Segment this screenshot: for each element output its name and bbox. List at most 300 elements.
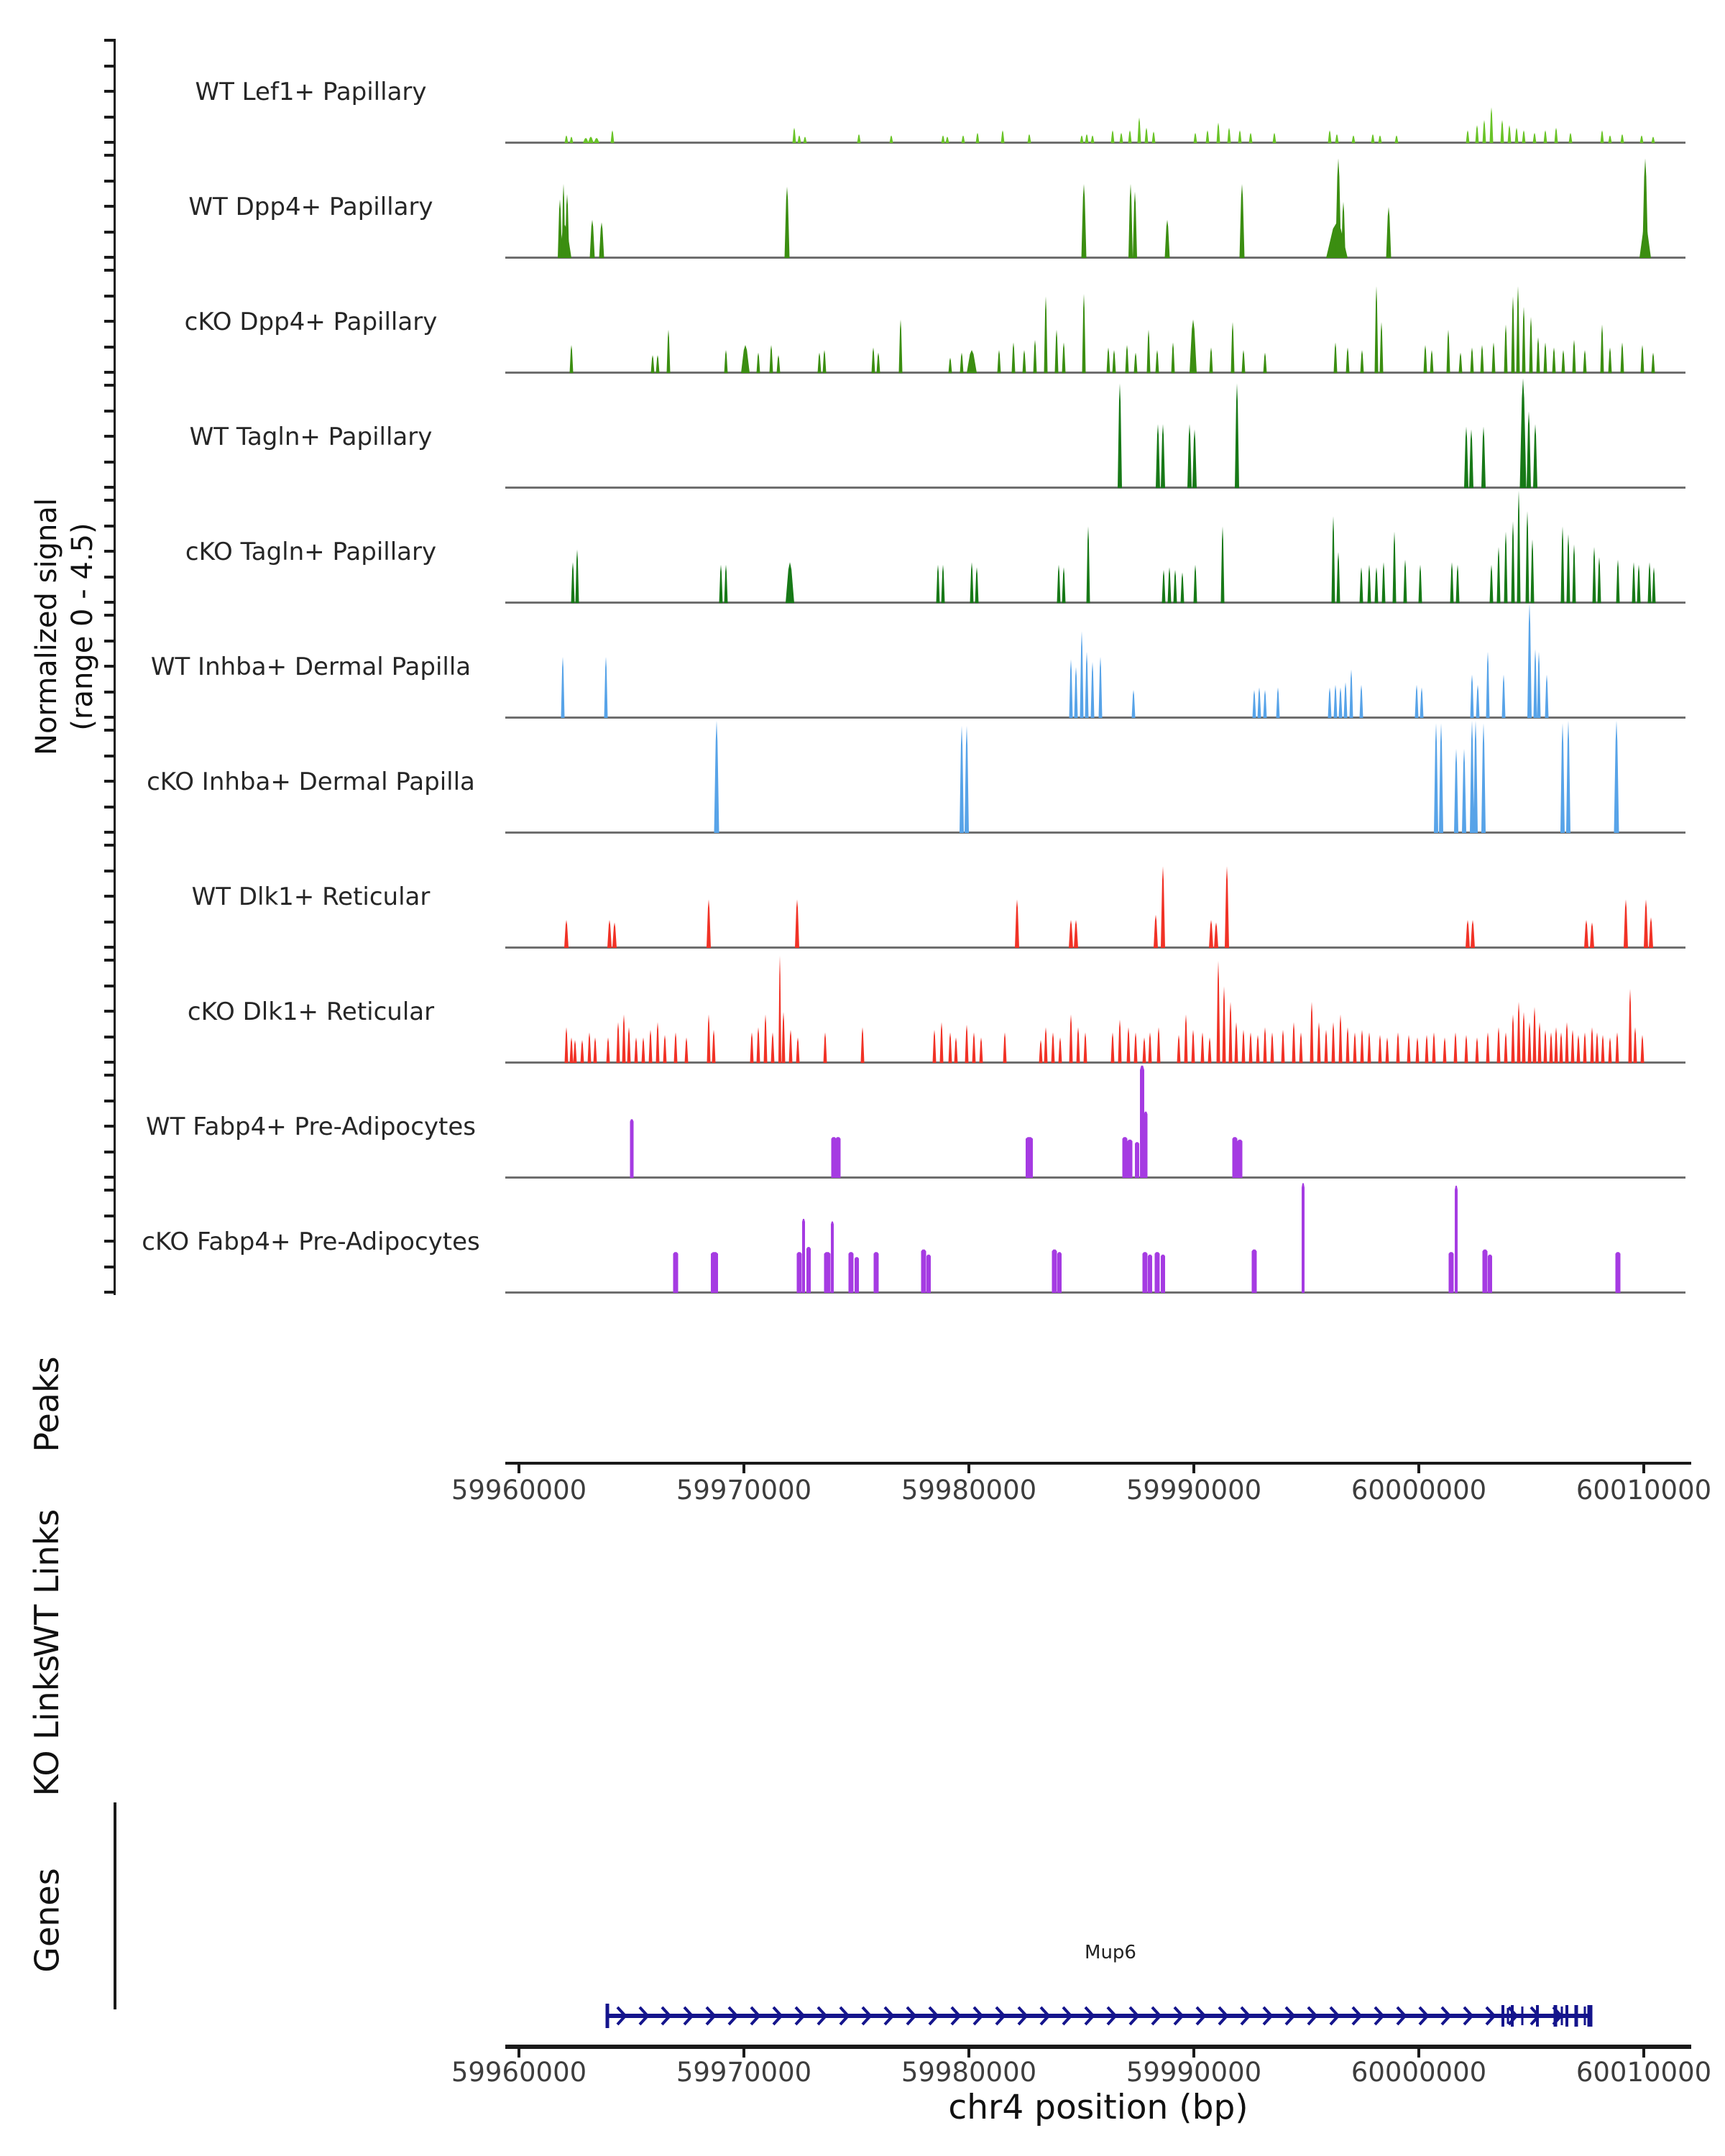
signal-peak (1344, 682, 1348, 718)
signal-peak (1003, 1032, 1007, 1063)
signal-peak (1209, 920, 1213, 948)
signal-peak (1466, 130, 1470, 143)
track-signal (507, 603, 1685, 718)
signal-peak (1538, 1022, 1542, 1063)
signal-peak (1328, 687, 1332, 718)
signal-peak (1573, 544, 1576, 603)
signal-peak (1120, 133, 1123, 143)
ruler-tick (104, 1189, 115, 1192)
signal-peak (1616, 1032, 1619, 1063)
signal-peak (1080, 135, 1084, 143)
signal-peak (1253, 690, 1256, 718)
signal-peak (926, 1255, 931, 1293)
signal-peak (1449, 1252, 1454, 1293)
signal-peak (1424, 345, 1427, 373)
signal-peak (1407, 1035, 1411, 1063)
signal-peak (617, 1022, 620, 1063)
signal-peak (1143, 1038, 1146, 1064)
signal-peak (594, 1038, 597, 1064)
signal-peak (757, 1027, 760, 1063)
ruler-tick (104, 1125, 115, 1128)
signal-peak (1533, 133, 1537, 143)
signal-peak (1517, 1002, 1521, 1063)
signal-peak (1601, 325, 1604, 373)
signal-peak (1126, 345, 1129, 373)
signal-peak (1192, 1030, 1195, 1063)
axis-tick-label: 59960000 (451, 2057, 587, 2088)
ruler-tick (104, 154, 115, 157)
signal-peak (1133, 192, 1137, 258)
gene-exon (1588, 2005, 1593, 2027)
signal-peak (1128, 1140, 1133, 1178)
signal-peak (1447, 330, 1450, 373)
y-axis-label-line1: Normalized signal (30, 498, 63, 755)
signal-peak (1515, 128, 1519, 143)
signal-peak (1454, 1032, 1458, 1063)
signal-peak (975, 567, 979, 603)
ruler-tick (104, 870, 115, 872)
signal-peak (1302, 1183, 1305, 1293)
y-axis-label (29, 483, 101, 770)
ruler-tick (104, 461, 115, 464)
gene-exon (1511, 2005, 1514, 2027)
signal-peak (558, 199, 562, 258)
signal-peak (1483, 1250, 1488, 1293)
signal-peak (1113, 350, 1116, 373)
ruler-tick (104, 729, 115, 732)
ruler-tick (104, 1036, 115, 1038)
signal-peak (1271, 1032, 1274, 1063)
peaks-axis-line (505, 1462, 1691, 1465)
track-signal (507, 1063, 1685, 1178)
signal-peak (1455, 1186, 1458, 1293)
signal-peak (1062, 342, 1066, 373)
axis-tick-label: 59970000 (676, 2057, 812, 2088)
signal-peak (1148, 1255, 1152, 1293)
signal-peak (1512, 521, 1515, 603)
signal-peak (1229, 1002, 1233, 1063)
ruler-tick (104, 946, 115, 949)
signal-peak (1614, 721, 1619, 833)
signal-peak (1317, 1022, 1321, 1063)
signal-peak (823, 350, 827, 373)
signal-peak (1593, 547, 1596, 603)
signal-peak (1537, 652, 1541, 718)
signal-peak (562, 184, 566, 258)
signal-peak (1282, 1030, 1285, 1063)
ruler-tick (104, 295, 115, 298)
signal-peak (1214, 923, 1218, 949)
signal-peak (1339, 687, 1343, 718)
signal-peak (1075, 667, 1078, 718)
signal-peak (588, 137, 594, 143)
axis-tick (1192, 1465, 1195, 1473)
signal-peak (1107, 348, 1110, 374)
signal-peak (824, 1032, 827, 1063)
gene-exon (1501, 2005, 1504, 2027)
signal-peak (1555, 1027, 1558, 1063)
signal-peak (1566, 721, 1570, 833)
signal-peak (1596, 1032, 1599, 1063)
signal-peak (1486, 1032, 1490, 1063)
signal-peak (1015, 900, 1019, 948)
signal-peak (612, 923, 617, 949)
signal-peak (1055, 330, 1059, 373)
track-signal (507, 948, 1685, 1063)
y-axis-label-line2: (range 0 - 4.5) (66, 522, 99, 731)
ruler-tick (104, 1010, 115, 1013)
signal-peak (1157, 1027, 1161, 1063)
signal-peak (764, 1015, 768, 1063)
signal-peak (1335, 159, 1341, 258)
signal-peak (1504, 532, 1508, 603)
signal-peak (1070, 659, 1073, 718)
signal-peak (599, 222, 604, 258)
track-label: WT Lef1+ Papillary (195, 78, 427, 106)
signal-peak (1332, 516, 1335, 603)
ruler-tick (104, 65, 115, 68)
signal-peak (1531, 539, 1535, 603)
signal-peak (1361, 1030, 1364, 1063)
signal-peak (770, 345, 773, 373)
signal-peak (656, 1022, 660, 1063)
signal-peak (1080, 631, 1084, 718)
signal-peak (1181, 572, 1184, 603)
signal-peak (712, 1030, 716, 1063)
signal-peak (890, 135, 893, 143)
signal-peak (1111, 1032, 1115, 1063)
signal-peak (1520, 378, 1527, 488)
signal-peak (604, 657, 608, 718)
signal-peak (1023, 350, 1026, 373)
signal-peak (1544, 342, 1547, 373)
signal-peak (1152, 132, 1156, 143)
signal-peak (1194, 565, 1197, 603)
track-label: WT Inhba+ Dermal Papilla (150, 653, 472, 681)
gene-model-mup6 (505, 1991, 1691, 2042)
signal-peak (796, 1038, 800, 1064)
signal-peak (1380, 322, 1384, 373)
signal-peak (1368, 565, 1371, 603)
axis-tick-label: 59980000 (901, 2057, 1037, 2088)
signal-peak (1555, 128, 1558, 143)
track-label: cKO Fabp4+ Pre-Adipocytes (142, 1227, 480, 1256)
ruler-tick (104, 116, 115, 119)
signal-peak (1346, 1027, 1350, 1063)
signal-peak (1091, 662, 1095, 718)
signal-peak (1652, 567, 1656, 603)
signal-peak (1223, 987, 1226, 1064)
signal-peak (1419, 565, 1422, 603)
signal-peak (899, 319, 903, 373)
signal-peak (960, 353, 964, 373)
signal-peak (574, 1040, 577, 1063)
signal-peak (1235, 1022, 1238, 1063)
ruler-tick (104, 231, 115, 234)
signal-peak (1128, 130, 1132, 143)
signal-peak (1225, 866, 1229, 948)
signal-peak (594, 138, 599, 143)
signal-peak (1609, 135, 1612, 143)
signal-peak (1483, 120, 1486, 143)
signal-peak (741, 345, 750, 373)
signal-peak (1652, 353, 1655, 373)
ruler-tick (104, 550, 115, 553)
signal-peak (1217, 961, 1220, 1063)
ruler-tick (104, 1100, 115, 1102)
signal-peak (707, 1015, 711, 1063)
signal-peak (1144, 1112, 1148, 1178)
track-label: WT Tagln+ Papillary (189, 423, 433, 451)
ruler-tick (104, 806, 115, 808)
signal-peak (714, 721, 719, 833)
signal-peak (1145, 128, 1149, 143)
signal-peak (1138, 118, 1141, 144)
track-signal (507, 488, 1685, 603)
signal-peak (1156, 424, 1160, 488)
signal-peak (1642, 159, 1648, 258)
signal-peak (1450, 562, 1454, 603)
signal-peak (1573, 340, 1576, 373)
signal-peak (1621, 134, 1624, 143)
signal-peak (1544, 130, 1547, 143)
signal-peak (1533, 1007, 1537, 1063)
signal-peak (1156, 350, 1159, 373)
signal-peak (1490, 107, 1494, 143)
signal-peak (857, 134, 861, 143)
signal-peak (1501, 120, 1504, 143)
signal-peak (1177, 1035, 1181, 1063)
signal-peak (1174, 570, 1177, 603)
signal-peak (1111, 130, 1115, 143)
signal-peak (1192, 429, 1197, 488)
track-signal (507, 1178, 1685, 1293)
signal-peak (1057, 1252, 1062, 1293)
signal-peak (1497, 547, 1501, 603)
signal-peak (1425, 1035, 1429, 1063)
signal-peak (972, 1032, 976, 1063)
signal-peak (771, 1032, 775, 1063)
signal-peak (1360, 685, 1363, 718)
signal-peak (1026, 1137, 1033, 1178)
signal-peak (1264, 690, 1267, 718)
signal-peak (1231, 322, 1235, 373)
signal-peak (1526, 511, 1530, 603)
axis-tick-label: 60010000 (1576, 1475, 1712, 1506)
signal-peak (1332, 1022, 1335, 1063)
axis-tick (518, 1465, 520, 1473)
signal-peak (583, 138, 589, 143)
ruler-tick (104, 1176, 115, 1179)
signal-peak (1228, 128, 1231, 143)
signal-peak (1194, 133, 1197, 143)
signal-peak (1052, 1032, 1055, 1063)
signal-peak (1459, 353, 1463, 373)
signal-peak (1375, 567, 1379, 603)
signal-peak (1616, 1252, 1621, 1293)
signal-peak (1473, 721, 1478, 833)
ruler-tick (104, 959, 115, 962)
signal-peak (1082, 184, 1087, 258)
signal-peak (1221, 527, 1225, 604)
signal-peak (1420, 687, 1424, 718)
signal-peak (1527, 603, 1532, 718)
signal-peak (1240, 184, 1245, 258)
signal-peak (1334, 342, 1338, 373)
signal-peak (960, 726, 964, 833)
signal-peak (1052, 1250, 1057, 1293)
signal-peak (1233, 1137, 1238, 1178)
gene-exon (1554, 2005, 1558, 2027)
ruler-tick (104, 691, 115, 694)
signal-peak (937, 565, 940, 603)
signal-peak (1001, 130, 1005, 143)
signal-peak (1118, 383, 1122, 488)
signal-peak (1062, 567, 1066, 603)
gene-exon (1522, 2007, 1524, 2025)
signal-peak (1517, 286, 1520, 373)
signal-peak (949, 358, 952, 373)
signal-peak (1439, 723, 1443, 833)
axis-tick-label: 59990000 (1126, 1475, 1262, 1506)
ruler-tick (104, 90, 115, 93)
signal-peak (824, 1252, 831, 1293)
track-signal (507, 258, 1685, 373)
signal-peak (786, 562, 794, 603)
signal-peak (1552, 348, 1556, 374)
ruler-tick (104, 614, 115, 617)
signal-peak (757, 353, 760, 373)
axis-tick-label: 59980000 (901, 1475, 1037, 1506)
signal-peak (1238, 1140, 1243, 1178)
signal-peak (627, 1027, 631, 1063)
signal-peak (980, 1038, 983, 1064)
ruler-tick (104, 1061, 115, 1064)
signal-peak (1074, 920, 1078, 948)
gene-exon (606, 2004, 610, 2028)
signal-peak (1382, 562, 1386, 603)
signal-peak (1264, 353, 1267, 373)
ruler-tick (104, 640, 115, 642)
signal-peak (622, 1015, 626, 1063)
signal-peak (1481, 723, 1486, 833)
axis-tick-label: 60000000 (1351, 1475, 1487, 1506)
signal-peak (1395, 135, 1399, 143)
ruler-tick (104, 921, 115, 923)
signal-peak (1256, 1035, 1260, 1063)
signal-peak (795, 900, 799, 948)
signal-peak (1537, 337, 1540, 373)
ruler-tick (104, 1151, 115, 1153)
signal-peak (954, 1038, 958, 1064)
track-signal (507, 143, 1685, 258)
signal-peak (874, 1252, 879, 1293)
signal-peak (1517, 491, 1521, 603)
ruler-tick (104, 205, 115, 208)
signal-peak (1371, 134, 1375, 143)
ruler-tick (104, 384, 115, 387)
signal-peak (1466, 920, 1470, 948)
gene-exon (1536, 2005, 1539, 2027)
signal-peak (1601, 1035, 1605, 1063)
signal-peak (1128, 184, 1133, 258)
signal-peak (1550, 1032, 1553, 1063)
gene-exon (1584, 2007, 1586, 2025)
gene-exon (1561, 2007, 1563, 2025)
signal-peak (1341, 202, 1346, 258)
signal-peak (1648, 562, 1652, 603)
signal-peak (1184, 1015, 1188, 1063)
signal-peak (1512, 297, 1515, 374)
signal-peak (798, 135, 801, 143)
section-label-wt-links: WT Links (27, 1508, 66, 1658)
signal-peak (1168, 567, 1172, 603)
signal-peak (1039, 1040, 1043, 1063)
signal-peak (1339, 1015, 1343, 1063)
signal-peak (1601, 130, 1604, 143)
signal-peak (1162, 570, 1166, 603)
signal-peak (1456, 565, 1460, 603)
signal-peak (1276, 687, 1280, 718)
signal-peak (685, 1038, 689, 1064)
track-signal (507, 373, 1685, 488)
signal-peak (1206, 130, 1210, 143)
signal-peak (1590, 923, 1594, 949)
signal-peak (933, 1030, 937, 1063)
gene-body-line (607, 2014, 1590, 2018)
signal-peak (1044, 1027, 1048, 1063)
gene-exon (1575, 2005, 1578, 2027)
signal-peak (1616, 560, 1620, 603)
signal-peak (570, 1038, 574, 1064)
signal-peak (1545, 675, 1549, 718)
signal-peak (1591, 1027, 1594, 1063)
signal-peak (1123, 1137, 1128, 1178)
signal-peak (1527, 412, 1531, 489)
section-label-ko-links: KO Links (27, 1654, 66, 1797)
track-label: WT Fabp4+ Pre-Adipocytes (146, 1112, 476, 1141)
signal-peak (1641, 345, 1644, 373)
signal-peak (1471, 348, 1474, 374)
signal-peak (1235, 383, 1239, 488)
signal-peak (1386, 207, 1392, 258)
signal-peak (946, 137, 949, 143)
signal-peak (1143, 1252, 1148, 1293)
genes-section-bracket (114, 1802, 116, 2009)
signal-peak (1512, 1015, 1515, 1063)
signal-peak (1577, 1035, 1581, 1063)
signal-peak (1147, 330, 1151, 373)
signal-peak (1652, 137, 1655, 143)
signal-peak (607, 920, 612, 948)
ruler-tick (104, 346, 115, 349)
signal-peak (1565, 1022, 1569, 1063)
signal-peak (1502, 675, 1506, 718)
ruler-tick (104, 665, 115, 668)
signal-peak (1567, 534, 1570, 603)
signal-peak (1469, 429, 1473, 488)
ruler-tick (104, 1215, 115, 1217)
ruler-tick (104, 576, 115, 579)
signal-peak (789, 1030, 793, 1063)
signal-peak (1238, 130, 1242, 143)
signal-peak (1077, 1027, 1080, 1063)
signal-peak (1443, 1038, 1447, 1064)
signal-peak (1533, 424, 1537, 488)
ruler-tick (104, 141, 115, 144)
signal-peak (778, 956, 781, 1063)
signal-peak (1352, 135, 1356, 143)
